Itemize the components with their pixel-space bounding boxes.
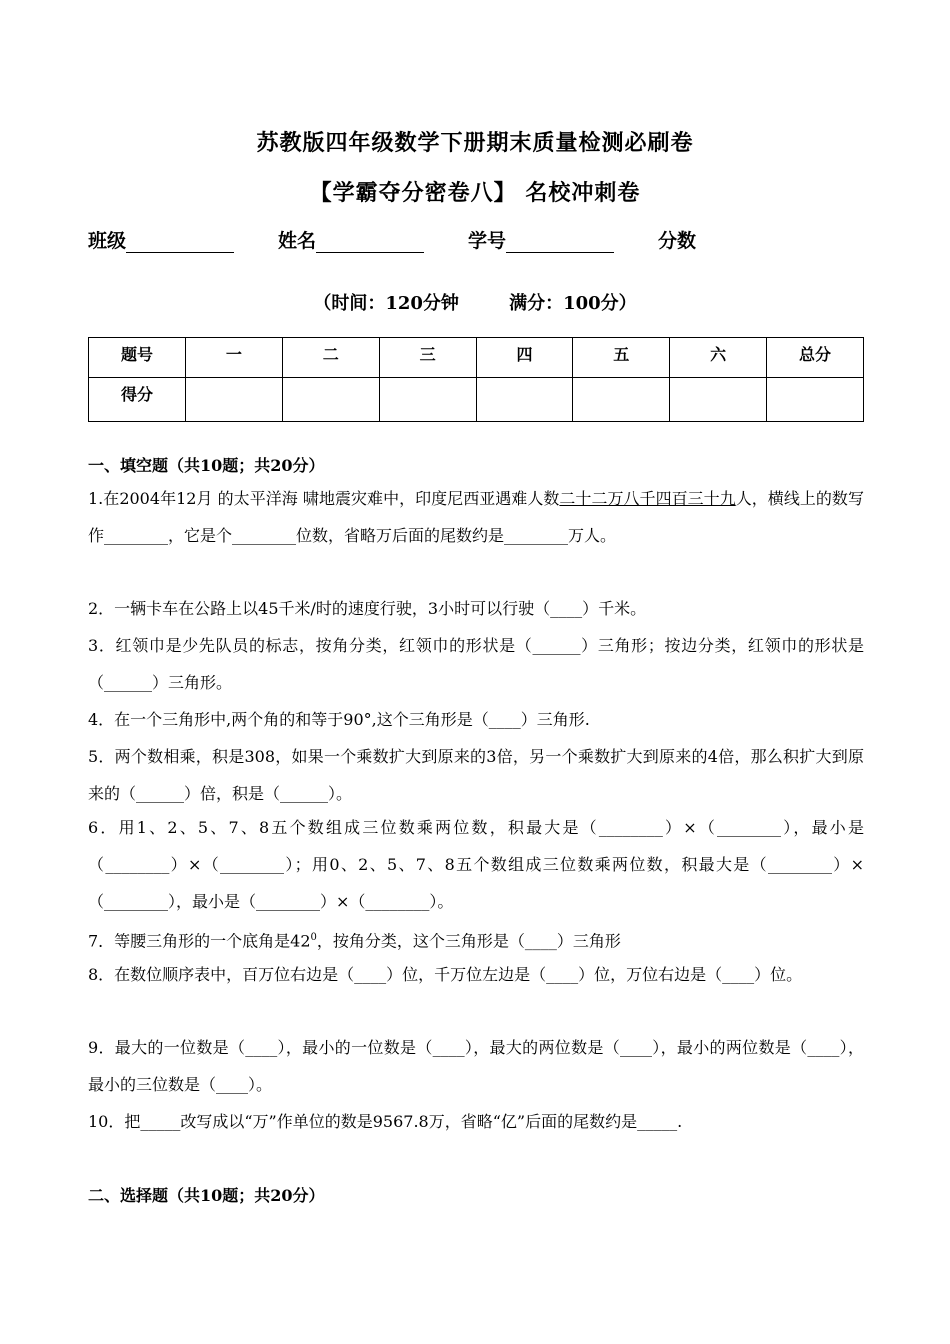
- question-6: 6．用1、2、5、7、8五个数组成三位数乘两位数，积最大是（________）×（________），最小是（________）×（________）；用0、2、5、7、8五个数组成三位数乘两位数，积最大是（________）×（________），最小是（________）×（________）。: [88, 818, 864, 911]
- score-table-header-cell: 题号: [89, 338, 186, 378]
- score-table-header-cell: 四: [476, 338, 573, 378]
- score-table-header-row: [89, 338, 864, 378]
- q7-text-before: 7．等腰三角形的一个底角是42: [88, 931, 311, 951]
- score-table-header-cell: 总分: [767, 338, 864, 378]
- class-blank: [126, 232, 234, 253]
- exam-subtitle: 【学霸夺分密卷八】 名校冲刺卷: [309, 180, 641, 206]
- score-table-header-cell: 五: [573, 338, 670, 378]
- q1-text-after: 人，横线上的数写作________，它是个________位数，省略万后面的尾数约是________万人。: [88, 489, 864, 545]
- score-cell: [186, 378, 283, 422]
- q1-text-before: 1.在2004年12月 的太平洋海 啸地震灾难中，印度尼西亚遇难人数: [88, 489, 560, 508]
- name-label: 姓名: [278, 230, 317, 252]
- score-row-label: 得分: [89, 378, 186, 422]
- student-info-row: [88, 226, 868, 253]
- question-7: [88, 919, 864, 959]
- score-table: [88, 337, 864, 422]
- name-blank: [316, 232, 424, 253]
- score-cell: [767, 378, 864, 422]
- time-and-score-line: （时间：120分钟 满分：100分）: [313, 293, 637, 314]
- question-3: 3．红领巾是少先队员的标志，按角分类，红领巾的形状是（______）三角形；按边分类，红领巾的形状是（______）三角形。: [88, 636, 864, 692]
- exam-title: 苏教版四年级数学下册期末质量检测必刷卷: [256, 130, 694, 156]
- score-label: 分数: [658, 230, 697, 252]
- question-8: 8．在数位顺序表中，百万位右边是（____）位，千万位左边是（____）位，万位右边是（____）位。: [88, 965, 803, 984]
- id-label: 学号: [468, 230, 507, 252]
- score-cell: [476, 378, 573, 422]
- question-5: 5．两个数相乘，积是308，如果一个乘数扩大到原来的3倍，另一个乘数扩大到原来的4倍，那么积扩大到原来的（______）倍，积是（______）。: [88, 747, 864, 803]
- score-cell: [670, 378, 767, 422]
- score-table-score-row: [89, 378, 864, 422]
- question-1: [88, 480, 864, 554]
- question-10: 10．把_____改写成以“万”作单位的数是9567.8万，省略“亿”后面的尾数约是_____.: [88, 1112, 683, 1131]
- score-table-header-cell: 二: [282, 338, 379, 378]
- q1-underlined-number: 二十二万八千四百三十九: [559, 489, 736, 508]
- score-table-header-cell: 六: [670, 338, 767, 378]
- score-cell: [379, 378, 476, 422]
- question-4: 4．在一个三角形中,两个角的和等于90°,这个三角形是（____）三角形.: [88, 710, 590, 729]
- score-cell: [282, 378, 379, 422]
- q7-text-after: ，按角分类，这个三角形是（____）三角形: [316, 931, 621, 951]
- score-table-header-cell: 一: [186, 338, 283, 378]
- id-blank: [506, 232, 614, 253]
- score-table-header-cell: 三: [379, 338, 476, 378]
- question-9: 9．最大的一位数是（____），最小的一位数是（____），最大的两位数是（____），最小的两位数是（____），最小的三位数是（____）。: [88, 1038, 864, 1094]
- score-cell: [573, 378, 670, 422]
- q7-degree-mark: 0: [310, 932, 317, 943]
- class-label: 班级: [88, 230, 127, 252]
- section-heading-multiple-choice: 二、选择题（共10题；共20分）: [88, 1186, 325, 1205]
- section-heading-fill-in: 一、填空题（共10题；共20分）: [88, 456, 325, 475]
- question-2: 2．一辆卡车在公路上以45千米/时的速度行驶，3小时可以行驶（____）千米。: [88, 599, 647, 618]
